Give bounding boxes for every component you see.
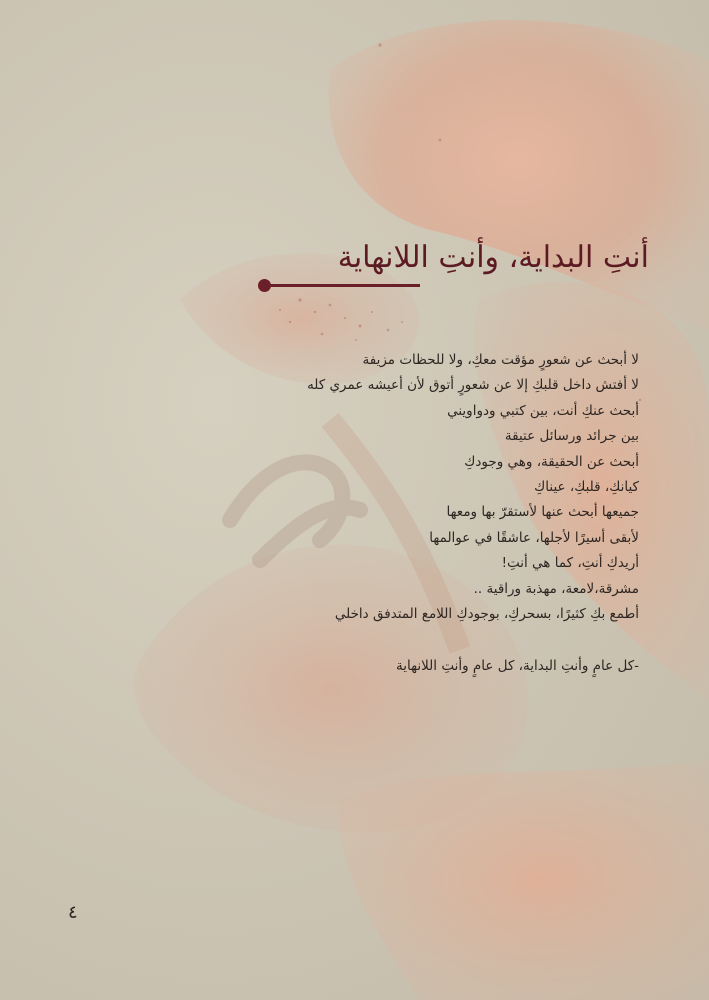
poem-line: مشرقة،لامعة، مهذبة وراقية .. [473,580,639,597]
poem-line: أبحث عن الحقيقة، وهي وجودكِ [464,453,639,470]
poem-body [219,348,639,627]
poem-line: جميعها أبحث عنها لأستقرّ بها ومعها [446,504,639,521]
poem-line: أريدكِ أنتِ، كما هي أنتِ! [501,555,639,572]
page-number: ٤ [68,902,78,923]
poem-line: لا أفتش داخل قلبكِ إلا عن شعورٍ أتوق لأن أعيشه عمري كله [307,377,639,394]
title-ornament-dot [258,279,271,292]
poem-line: أطمع بكِ كثيرًا، بسحركِ، بوجودكِ اللامع المتدفق داخلي [334,606,639,623]
closing-line: -كل عامٍ وأنتِ البداية، كل عامٍ وأنتِ اللانهاية [396,658,639,674]
poem-line: كيانكِ، قلبكِ، عيناكِ [534,479,639,496]
poem-line: لا أبحث عن شعورٍ مؤقت معكِ، ولا للحظات مزيفة [362,352,639,368]
title-underline [264,284,420,287]
poem-line: لأبقى أسيرًا لأجلها، عاشقًا في عوالمها [429,529,639,546]
page-title: أنتِ البداية، وأنتِ اللانهاية [337,240,649,275]
poem-line: أبحث عنكِ أنت، بين كتبي ودواويني [447,402,639,419]
poem-line: بين جرائد ورسائل عتيقة [504,428,639,445]
